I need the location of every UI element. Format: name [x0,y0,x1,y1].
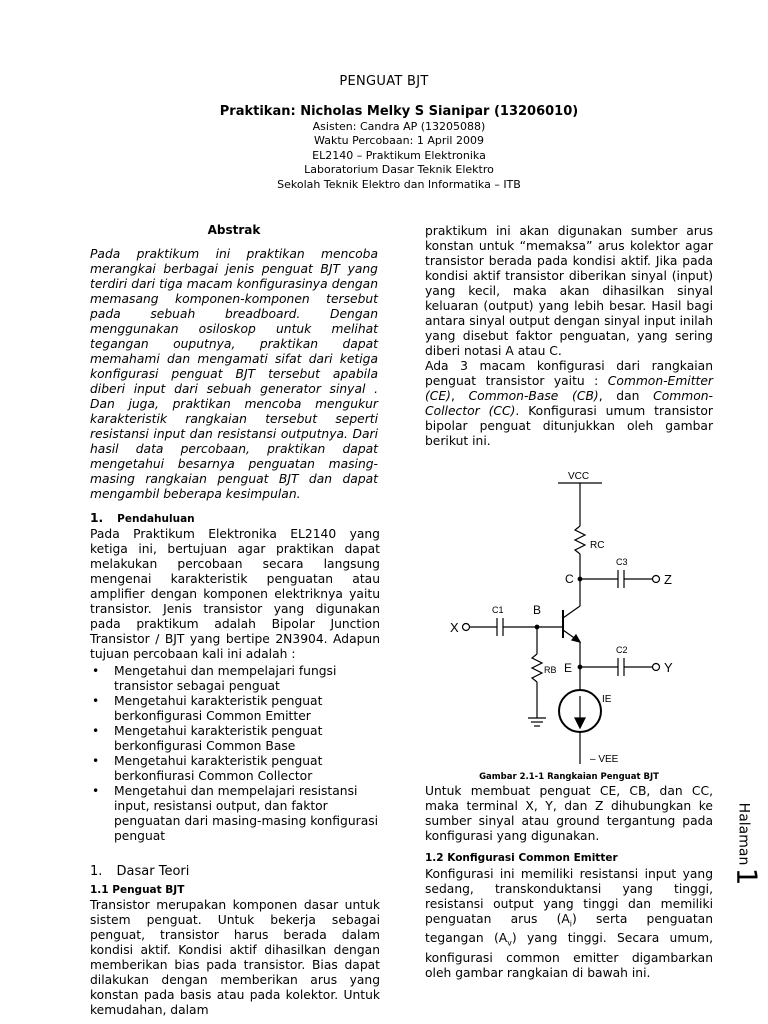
rb-resistor [532,654,542,682]
lab-line: Laboratorium Dasar Teknik Elektro [304,163,494,177]
header-meta [0,120,768,192]
subsection-1-1: 1.1 Penguat BJT [90,884,185,896]
x-terminal [463,624,470,631]
c2-label: C2 [616,645,628,655]
y-terminal [653,664,660,671]
intro-title: Pendahuluan [117,513,195,525]
abstract-heading: Abstrak [207,223,261,237]
intro-section [90,511,380,844]
theory-heading [90,864,380,879]
page-number: 1 [730,867,764,886]
bjt-circuit-diagram [440,466,700,772]
rc-resistor [575,526,585,554]
e-node-label: E [564,661,573,675]
emitter-arrow [572,635,580,642]
subscript-i: i [569,919,573,929]
subsection-1-2: 1.2 Konfigurasi Common Emitter [425,852,618,864]
right-para-1: praktikum ini akan digunakan sumber arus konstan untuk “memaksa” arus kolektor agar transistor berada pada kondisi aktif. Jika pada kondisi aktif transistor diberikan sinyal (input) yang kecil, maka akan dihasilkan sinyal keluaran (output) yang lebih besar. Hasil bagi antara sinyal output dengan sinyal input inilah yang disebut faktor penguatan, yang sering diberi notasi A atau C. [425,224,713,358]
c3-label: C3 [616,557,628,567]
term-ce: Common-Emitter (CE) [425,374,713,403]
right-column-top [425,224,713,449]
c1-label: C1 [492,605,504,615]
text-run: ) serta penguatan tegangan (A [425,912,713,946]
theory-title: Dasar Teori [116,864,190,879]
text-run: . Konfigurasi umum transistor bipolar penguat ditunjukkan oleh gambar berikut ini. [425,404,713,448]
rb-label: RB [544,665,557,675]
subscript-v: v [507,938,512,948]
list-item: • Mengetahui karakteristik penguat berkonfiurasi Common Collector [90,754,380,784]
paper-title: PENGUAT BJT [339,74,429,89]
term-cc: Common-Collector (CC) [425,389,713,418]
date-line: Waktu Percobaan: 1 April 2009 [314,134,484,148]
vee-label: – VEE [590,754,619,765]
text-run: , dan [598,389,654,403]
c-node-label: C [565,572,574,586]
course-line: EL2140 – Praktikum Elektronika [312,148,486,162]
intro-text: Pada Praktikum Elektronika EL2140 yang ketiga ini, bertujuan agar praktikan dapat melakukan percobaan secara langsung mengenai karakteristik penguatan atau amplifier dengan komponen elektriknya yaitu transistor. Jenis transistor yang digunakan pada praktikum adalah Bipolar Junction Transistor / BJT yang bertipe 2N3904. Adapun tujuan percobaan kali ini adalah : [90,527,380,661]
right-para-4 [425,867,713,981]
y-label: Y [664,660,673,675]
intro-number: 1. [90,511,104,525]
term-cb: Common-Base (CB) [468,389,599,403]
abstract-text: Pada praktikum ini praktikan mencoba merangkai berbagai jenis penguat BJT yang terdiri dari tiga macam konfigurasinya dengan memasang komponen-komponen tersebut pada sebuah breadboard. Dengan menggunakan osiloskop untuk melihat tegangan ouputnya, praktikan dapat memahami dan mengamati sifat dari ketiga konfigurasi penguat BJT tersebut apabila diberi input dari sebuah generator sinyal . Dan juga, praktikan mencoba mengukur karakteristik rangkaian tersebut seperti resistansi input dan resistansi outputnya. Dari hasil data percobaan, praktikan dapat mengetahui besarnya penguatan masing-masing rangkaian penguat BJT dan dapat mengambil beberapa kesimpulan. [90,247,378,501]
x-label: X [450,620,459,635]
intro-bullets [90,664,380,844]
text-run: ) yang tinggi. Secara umum, konfigurasi common emitter digambarkan oleh gambar rangkaian di bawah ini. [425,931,713,980]
list-item: • Mengetahui dan mempelajari fungsi transistor sebagai penguat [90,664,380,694]
right-para-2 [425,359,713,449]
right-column-bottom [425,784,713,981]
author-line: Praktikan: Nicholas Melky S Sianipar (13206010) [219,104,579,119]
vcc-label: VCC [568,471,590,482]
transistor-collector [563,606,580,618]
text-run: Konfigurasi ini memiliki resistansi input yang sedang, transkonduktansi yang tinggi, resistansi output yang tinggi dan memiliki penguatan arus (A [425,867,713,926]
b-node-label: B [533,603,542,617]
list-item: • Mengetahui dan mempelajari resistansi input, resistansi output, dan faktor penguatan dari masing-masing konfigurasi penguat [90,784,380,844]
school-line: Sekolah Teknik Elektro dan Informatika – ITB [277,177,521,191]
z-label: Z [664,572,672,587]
text-run: , [450,389,469,403]
text-run: Ada 3 macam konfigurasi dari rangkaian penguat transistor yaitu : [425,359,713,388]
figure-caption: Gambar 2.1-1 Rangkaian Penguat BJT [479,772,659,782]
assistant-line: Asisten: Candra AP (13205088) [312,120,486,133]
halaman-label: Halaman [735,802,752,866]
theory-number: 1. [90,864,103,879]
page-footer [730,786,768,896]
list-item: • Mengetahui karakteristik penguat berkonfigurasi Common Emitter [90,694,380,724]
ie-label: IE [602,694,612,705]
theory-section [90,864,380,1018]
list-item: • Mengetahui karakteristik penguat berkonfigurasi Common Base [90,724,380,754]
z-terminal [653,576,660,583]
intro-heading [90,511,380,527]
theory-text: Transistor merupakan komponen dasar untuk sistem penguat. Untuk bekerja sebagai penguat, transistor harus berada dalam kondisi aktif. Kondisi aktif dihasilkan dengan memberikan bias pada transistor. Bias dapat dilakukan dengan memberikan arus yang konstan pada basis atau pada kolektor. Untuk kemudahan, dalam [90,898,380,1017]
rc-label: RC [590,540,605,551]
current-source-arrow-head [575,718,585,728]
right-para-3: Untuk membuat penguat CE, CB, dan CC, maka terminal X, Y, dan Z dihubungkan ke sumber sinyal atau ground tergantung pada konfigurasi yang digunakan. [425,784,713,843]
